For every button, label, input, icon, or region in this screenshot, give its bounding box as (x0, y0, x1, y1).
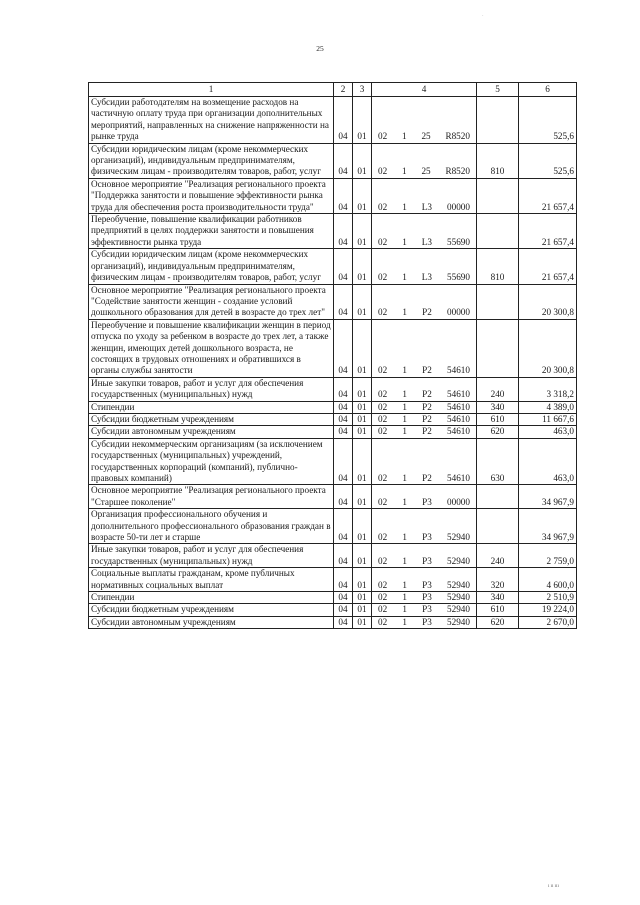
row-section: 04 (334, 143, 353, 178)
target-article-part: P3 (422, 496, 432, 507)
row-name: Субсидии автономным учреждениям (89, 616, 334, 628)
row-expense-type (477, 284, 519, 319)
row-expense-type: 810 (477, 143, 519, 178)
row-amount: 20 300,8 (519, 284, 577, 319)
target-article-part: 00000 (447, 496, 470, 507)
row-subsection: 01 (353, 143, 372, 178)
row-section: 04 (334, 249, 353, 284)
row-amount: 19 224,0 (519, 604, 577, 616)
row-subsection: 01 (353, 438, 372, 485)
table-row (89, 249, 577, 284)
budget-table (88, 82, 577, 629)
target-article-code (374, 426, 474, 437)
row-subsection: 01 (353, 178, 372, 213)
target-article-code (374, 617, 474, 628)
target-article-part: 52940 (447, 616, 470, 627)
target-article-part: 02 (378, 236, 388, 247)
target-article-code (374, 414, 474, 425)
target-article-part: 54610 (447, 473, 470, 483)
row-name: Стипендии (89, 401, 334, 413)
target-article-part: 55690 (447, 236, 470, 247)
target-article-part: P2 (422, 389, 432, 400)
row-target-article (372, 592, 477, 604)
row-target-article (372, 178, 477, 213)
target-article-part: 00000 (447, 307, 470, 318)
target-article-part: P3 (422, 579, 432, 590)
row-amount: 11 667,6 (519, 413, 577, 425)
row-subsection: 01 (353, 604, 372, 616)
table-row (89, 426, 577, 438)
target-article-part: 1 (402, 365, 407, 376)
target-article-part: 1 (402, 389, 407, 400)
target-article-part: 02 (378, 413, 388, 424)
target-article-part: P3 (422, 555, 432, 566)
target-article-part: 1 (402, 592, 407, 603)
target-article-part: 02 (378, 579, 388, 590)
row-amount: 34 967,9 (519, 485, 577, 509)
row-target-article (372, 544, 477, 568)
target-article-part: 1 (402, 579, 407, 590)
row-target-article (372, 284, 477, 319)
target-article-code (374, 272, 474, 283)
row-amount: 2 510,9 (519, 592, 577, 604)
target-article-part: 52940 (447, 555, 470, 566)
target-article-code (374, 580, 474, 591)
row-name: Субсидии работодателям на возмещение расходов на частичную оплату труда при организации дополнительных мероприятий, направленных на снижение напряженности на рынке труда (89, 97, 334, 144)
target-article-part: 52940 (447, 604, 470, 615)
target-article-code (374, 307, 474, 318)
target-article-part: 1 (402, 616, 407, 627)
target-article-part: L3 (421, 201, 432, 212)
row-section: 04 (334, 616, 353, 628)
row-expense-type: 810 (477, 249, 519, 284)
row-expense-type: 610 (477, 604, 519, 616)
row-name: Переобучение и повышение квалификации женщин в период отпуска по уходу за ребенком в возрасте до трех лет, а также женщин, имеющих детей дошкольного возраста, не состоящих в трудовых отношениях и обратившихся в органы службы занятости (89, 319, 334, 377)
row-expense-type: 240 (477, 544, 519, 568)
row-name: Субсидии юридическим лицам (кроме некоммерческих организаций), индивидуальным предпринимателям, физическим лицам - производителям товаров, работ, услуг (89, 143, 334, 178)
target-article-code (374, 389, 474, 400)
target-article-part: 1 (402, 473, 407, 483)
table-row (89, 413, 577, 425)
target-article-code (374, 532, 474, 543)
table-row (89, 401, 577, 413)
row-subsection: 01 (353, 485, 372, 509)
row-expense-type: 320 (477, 568, 519, 592)
target-article-part: 55690 (447, 272, 470, 283)
table-row (89, 377, 577, 401)
margin-mark: · (482, 14, 484, 19)
row-section: 04 (334, 377, 353, 401)
row-name: Организация профессионального обучения и дополнительного профессионального образования граждан в возрасте 50-ти лет и старше (89, 509, 334, 544)
row-expense-type (477, 214, 519, 249)
row-expense-type (477, 178, 519, 213)
row-target-article (372, 413, 477, 425)
target-article-part: 02 (378, 604, 388, 615)
row-expense-type (477, 509, 519, 544)
row-name: Основное мероприятие "Реализация регионального проекта "Поддержка занятости и повышение эффективности рынка труда для обеспечения роста производительности труда" (89, 178, 334, 213)
target-article-part: 1 (402, 401, 407, 412)
target-article-part: P3 (422, 532, 432, 543)
table-row (89, 568, 577, 592)
row-amount: 34 967,9 (519, 509, 577, 544)
row-target-article (372, 377, 477, 401)
table-row (89, 509, 577, 544)
table-row (89, 438, 577, 485)
table-row (89, 592, 577, 604)
target-article-code (374, 592, 474, 603)
table-body (89, 97, 577, 629)
row-amount: 21 657,4 (519, 214, 577, 249)
target-article-part: 1 (402, 272, 407, 283)
row-amount: 4 600,0 (519, 568, 577, 592)
row-subsection: 01 (353, 544, 372, 568)
table-row (89, 485, 577, 509)
row-expense-type: 240 (477, 377, 519, 401)
target-article-code (374, 473, 474, 484)
row-name: Иные закупки товаров, работ и услуг для обеспечения государственных (муниципальных) нужд (89, 544, 334, 568)
row-section: 04 (334, 284, 353, 319)
target-article-part: 1 (402, 166, 407, 177)
row-name: Социальные выплаты гражданам, кроме публичных нормативных социальных выплат (89, 568, 334, 592)
target-article-part: 52940 (447, 592, 470, 603)
target-article-code (374, 365, 474, 376)
table-row (89, 178, 577, 213)
target-article-part: R8520 (445, 166, 470, 177)
table-row (89, 214, 577, 249)
target-article-part: L3 (421, 272, 432, 283)
header-col-3: 3 (353, 83, 372, 97)
row-expense-type: 630 (477, 438, 519, 485)
row-expense-type (477, 319, 519, 377)
row-target-article (372, 249, 477, 284)
target-article-part: 02 (378, 473, 388, 483)
row-section: 04 (334, 413, 353, 425)
row-name: Переобучение, повышение квалификации работников предприятий в целях поддержки занятости и повышения эффективности рынка труда (89, 214, 334, 249)
target-article-part: 02 (378, 307, 388, 318)
target-article-part: 52940 (447, 579, 470, 590)
row-name: Субсидии бюджетным учреждениям (89, 413, 334, 425)
target-article-code (374, 166, 474, 177)
footer-mark: ı ıı ııı (548, 884, 559, 889)
row-section: 04 (334, 509, 353, 544)
row-name: Стипендии (89, 592, 334, 604)
target-article-code (374, 402, 474, 413)
target-article-part: R8520 (445, 131, 470, 142)
target-article-part: 02 (378, 131, 388, 142)
target-article-part: 1 (402, 555, 407, 566)
row-target-article (372, 568, 477, 592)
row-target-article (372, 485, 477, 509)
row-subsection: 01 (353, 568, 372, 592)
target-article-part: 54610 (447, 426, 470, 437)
row-subsection: 01 (353, 97, 372, 144)
target-article-code (374, 604, 474, 615)
target-article-code (374, 202, 474, 213)
row-subsection: 01 (353, 401, 372, 413)
target-article-part: 54610 (447, 389, 470, 400)
target-article-code (374, 131, 474, 142)
target-article-part: 1 (402, 201, 407, 212)
header-col-2: 2 (334, 83, 353, 97)
page-number: 25 (316, 44, 324, 53)
target-article-part: 1 (402, 496, 407, 507)
table-row (89, 604, 577, 616)
row-section: 04 (334, 438, 353, 485)
target-article-code (374, 497, 474, 508)
target-article-part: 02 (378, 496, 388, 507)
target-article-part: 02 (378, 166, 388, 177)
target-article-part: 52940 (447, 532, 470, 543)
row-target-article (372, 616, 477, 628)
row-subsection: 01 (353, 413, 372, 425)
row-section: 04 (334, 214, 353, 249)
row-amount: 525,6 (519, 97, 577, 144)
row-section: 04 (334, 426, 353, 438)
row-expense-type (477, 97, 519, 144)
row-target-article (372, 401, 477, 413)
row-amount: 20 300,8 (519, 319, 577, 377)
target-article-part: 25 (421, 131, 431, 142)
row-section: 04 (334, 401, 353, 413)
row-target-article (372, 604, 477, 616)
table-row (89, 616, 577, 628)
table-row (89, 97, 577, 144)
header-col-1: 1 (89, 83, 334, 97)
target-article-part: 02 (378, 532, 388, 543)
target-article-part: P2 (422, 307, 432, 318)
row-amount: 4 389,0 (519, 401, 577, 413)
target-article-part: 00000 (447, 201, 470, 212)
target-article-part: 02 (378, 592, 388, 603)
row-expense-type: 340 (477, 592, 519, 604)
row-target-article (372, 214, 477, 249)
target-article-part: 1 (402, 426, 407, 437)
target-article-part: P2 (422, 365, 432, 376)
row-target-article (372, 319, 477, 377)
row-amount: 463,0 (519, 438, 577, 485)
table-row (89, 284, 577, 319)
row-target-article (372, 438, 477, 485)
target-article-part: 1 (402, 307, 407, 318)
row-name: Субсидии юридическим лицам (кроме некоммерческих организаций), индивидуальным предпринимателям, физическим лицам - производителям товаров, работ, услуг (89, 249, 334, 284)
table-row (89, 544, 577, 568)
row-name: Основное мероприятие "Реализация регионального проекта "Содействие занятости женщин - создание условий дошкольного образования для детей в возрасте до трех лет" (89, 284, 334, 319)
row-amount: 2 759,0 (519, 544, 577, 568)
row-target-article (372, 426, 477, 438)
row-expense-type: 610 (477, 413, 519, 425)
row-amount: 463,0 (519, 426, 577, 438)
row-section: 04 (334, 97, 353, 144)
row-expense-type: 620 (477, 616, 519, 628)
target-article-part: 1 (402, 532, 407, 543)
row-target-article (372, 143, 477, 178)
target-article-part: P2 (422, 401, 432, 412)
target-article-part: 02 (378, 365, 388, 376)
target-article-part: P3 (422, 616, 432, 627)
row-expense-type: 620 (477, 426, 519, 438)
target-article-part: 54610 (447, 401, 470, 412)
target-article-part: L3 (421, 236, 432, 247)
target-article-part: P2 (422, 413, 432, 424)
row-subsection: 01 (353, 592, 372, 604)
target-article-part: 02 (378, 426, 388, 437)
target-article-part: 1 (402, 236, 407, 247)
row-subsection: 01 (353, 214, 372, 249)
row-section: 04 (334, 485, 353, 509)
row-amount: 21 657,4 (519, 249, 577, 284)
row-name: Иные закупки товаров, работ и услуг для обеспечения государственных (муниципальных) нужд (89, 377, 334, 401)
row-section: 04 (334, 592, 353, 604)
row-amount: 525,6 (519, 143, 577, 178)
header-col-4: 4 (372, 83, 477, 97)
row-subsection: 01 (353, 616, 372, 628)
row-section: 04 (334, 319, 353, 377)
row-name: Субсидии бюджетным учреждениям (89, 604, 334, 616)
target-article-part: 02 (378, 616, 388, 627)
target-article-part: 02 (378, 201, 388, 212)
row-section: 04 (334, 178, 353, 213)
target-article-part: P2 (422, 426, 432, 437)
table-row (89, 319, 577, 377)
target-article-part: 1 (402, 131, 407, 142)
row-amount: 21 657,4 (519, 178, 577, 213)
target-article-part: P3 (422, 592, 432, 603)
target-article-part: P3 (422, 604, 432, 615)
target-article-part: 02 (378, 401, 388, 412)
target-article-part: 25 (421, 166, 431, 177)
table-header-row (89, 83, 577, 97)
row-section: 04 (334, 544, 353, 568)
row-subsection: 01 (353, 249, 372, 284)
target-article-part: 02 (378, 389, 388, 400)
row-subsection: 01 (353, 426, 372, 438)
target-article-part: 02 (378, 555, 388, 566)
row-section: 04 (334, 604, 353, 616)
target-article-code (374, 556, 474, 567)
row-subsection: 01 (353, 319, 372, 377)
target-article-part: 54610 (447, 413, 470, 424)
row-name: Субсидии автономным учреждениям (89, 426, 334, 438)
row-amount: 2 670,0 (519, 616, 577, 628)
table-row (89, 143, 577, 178)
row-name: Основное мероприятие "Реализация регионального проекта "Старшее поколение" (89, 485, 334, 509)
row-subsection: 01 (353, 509, 372, 544)
header-col-6: 6 (519, 83, 577, 97)
target-article-part: P2 (422, 473, 432, 483)
target-article-part: 1 (402, 604, 407, 615)
header-col-5: 5 (477, 83, 519, 97)
row-section: 04 (334, 568, 353, 592)
row-expense-type (477, 485, 519, 509)
target-article-code (374, 237, 474, 248)
row-name: Субсидии некоммерческим организациям (за исключением государственных (муниципальных) учреждений, государственных корпораций (компаний), публично-правовых компаний) (89, 438, 334, 485)
row-subsection: 01 (353, 284, 372, 319)
row-target-article (372, 509, 477, 544)
row-target-article (372, 97, 477, 144)
target-article-part: 02 (378, 272, 388, 283)
row-amount: 3 318,2 (519, 377, 577, 401)
target-article-part: 1 (402, 413, 407, 424)
row-subsection: 01 (353, 377, 372, 401)
target-article-part: 54610 (447, 365, 470, 376)
row-expense-type: 340 (477, 401, 519, 413)
